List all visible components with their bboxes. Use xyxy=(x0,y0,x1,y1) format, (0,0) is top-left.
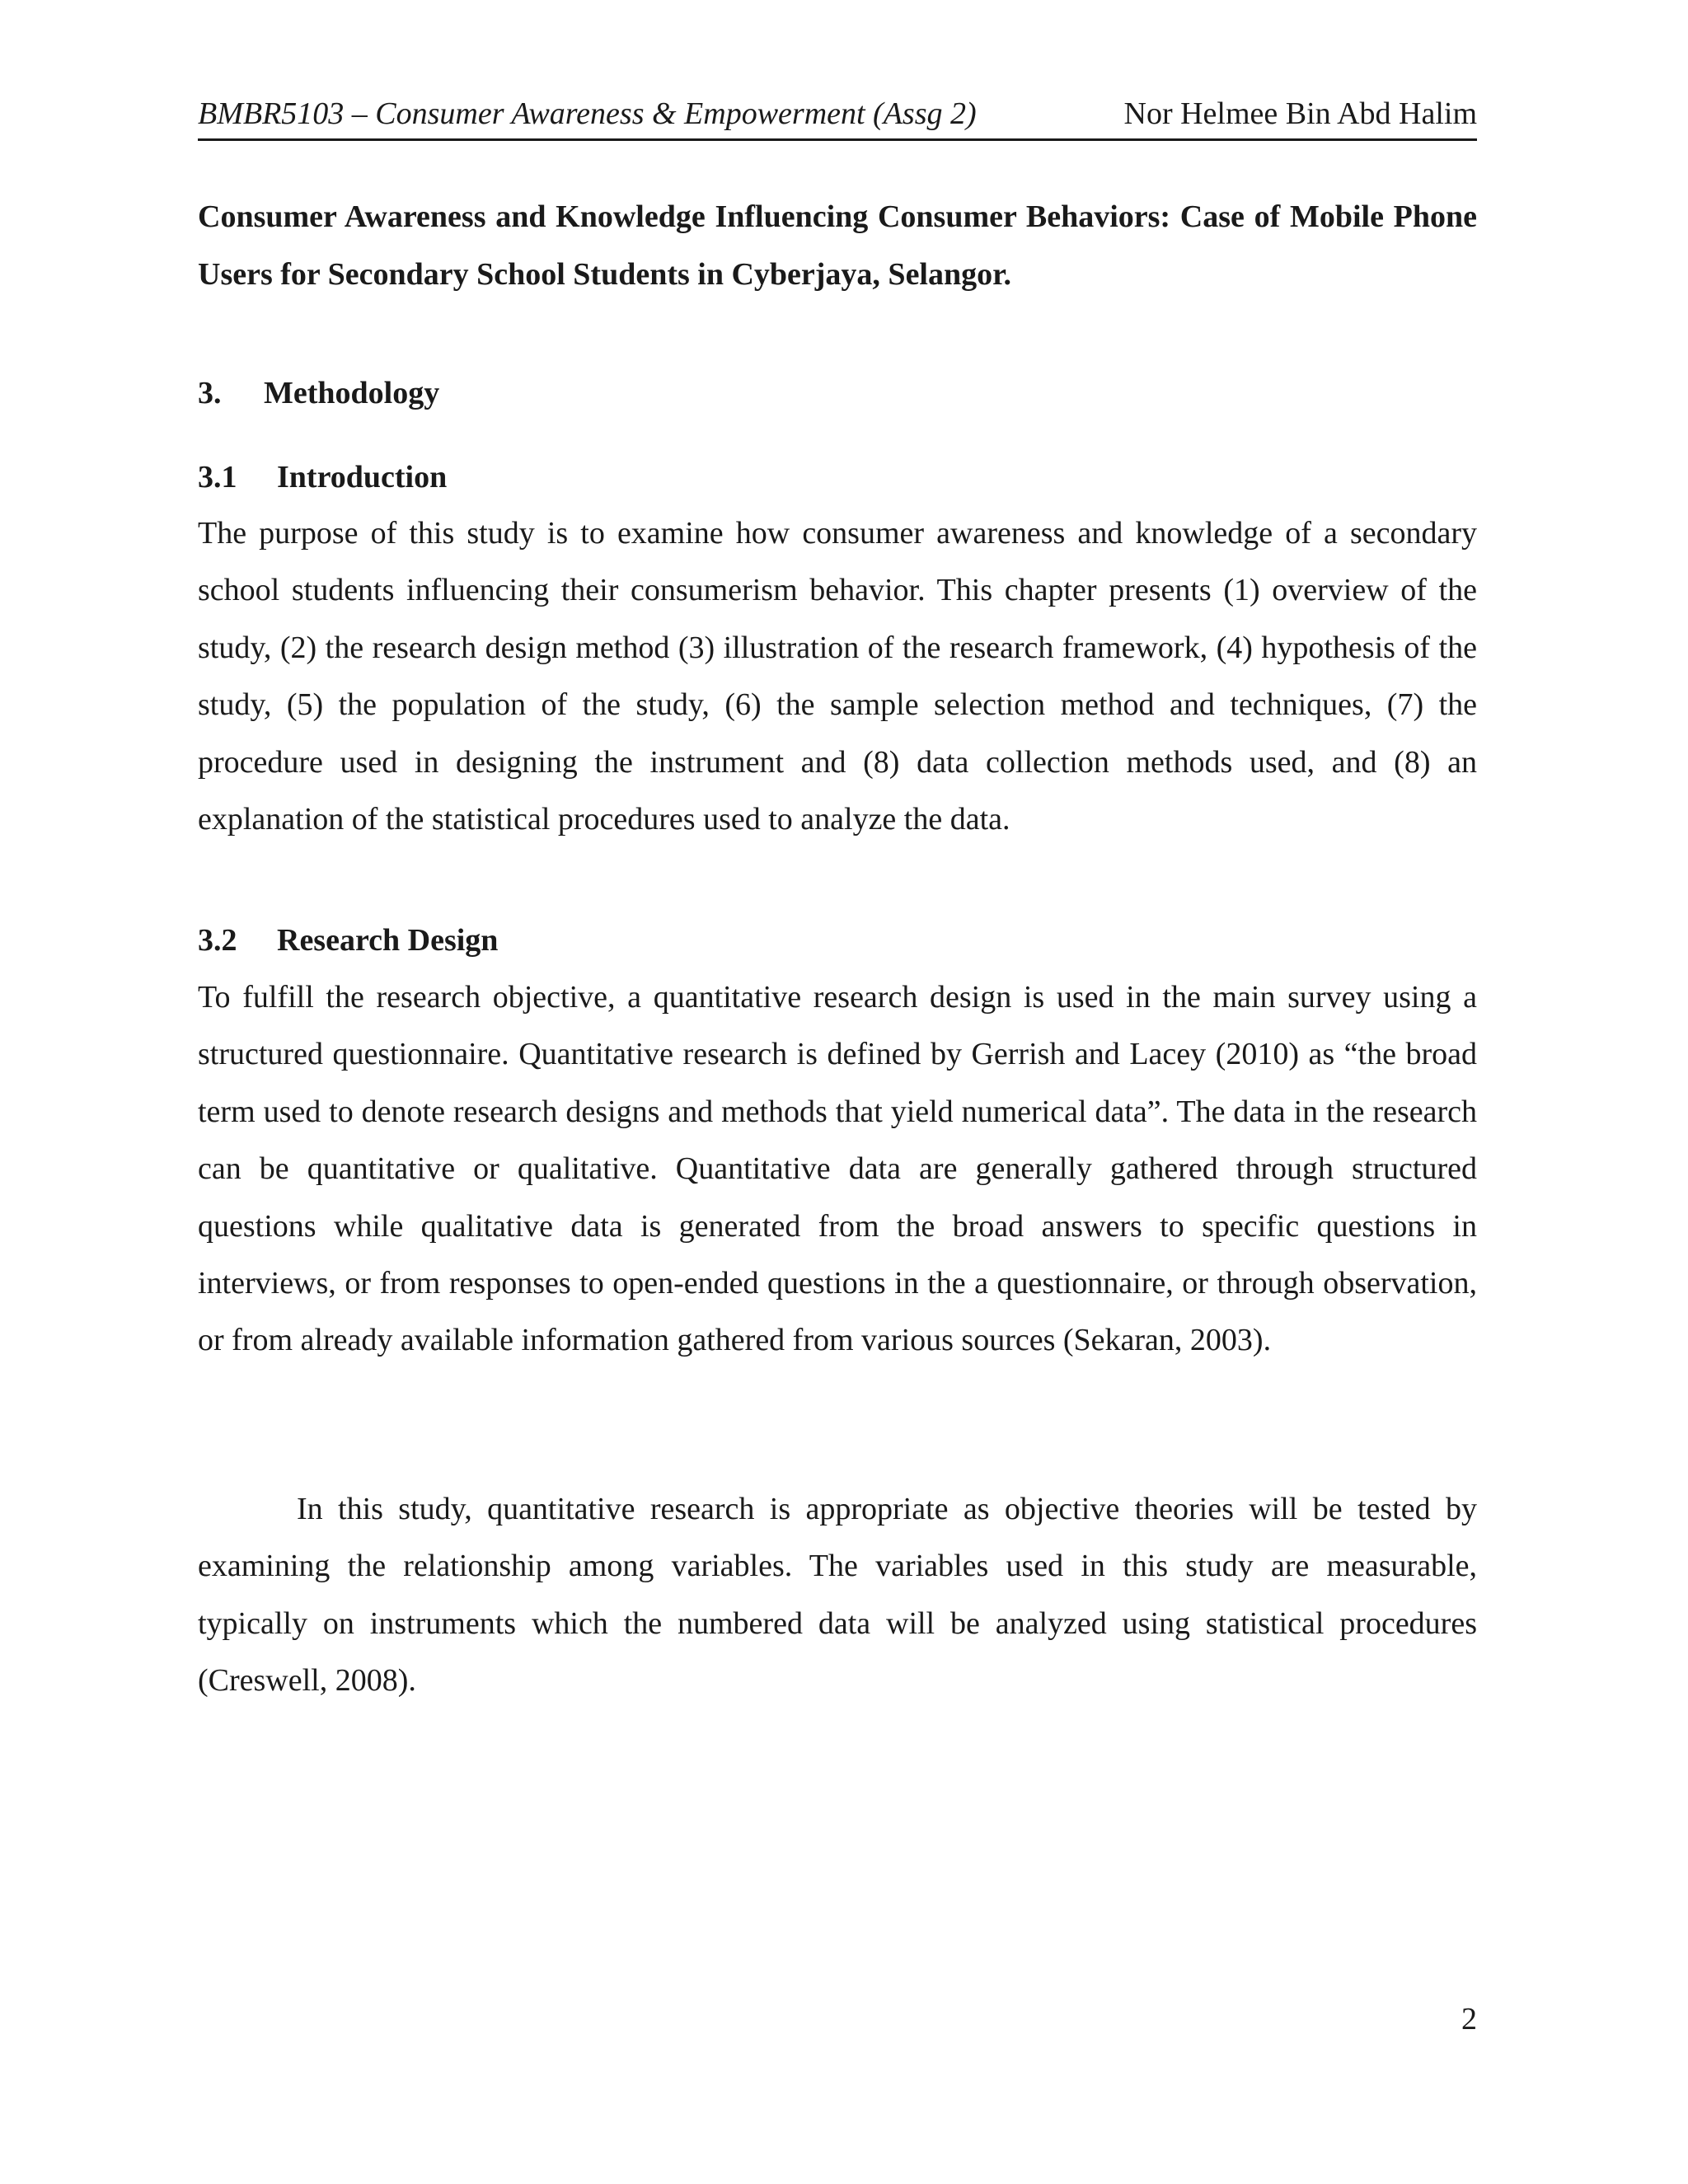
section-title: Research Design xyxy=(277,923,499,958)
section-heading-methodology xyxy=(198,373,440,414)
introduction-paragraph: The purpose of this study is to examine how consumer awareness and knowledge of a secondary school students influencing their consumerism behavior. This chapter presents (1) overview of the study, (2) the research design method (3) illustration of the research framework, (4) hypothesis of the study, (5) the population of the study, (6) the sample selection method and techniques, (7) the procedure used in designing the instrument and (8) data collection methods used, and (8) an explanation of the statistical procedures used to analyze the data. xyxy=(198,516,1477,837)
section-heading-research-design xyxy=(198,920,499,961)
section-number: 3. xyxy=(198,376,222,410)
section-title: Methodology xyxy=(264,376,440,410)
page-number: 2 xyxy=(1461,2002,1477,2036)
header-author-name: Nor Helmee Bin Abd Halim xyxy=(1123,96,1477,131)
section-title: Introduction xyxy=(277,460,448,494)
section-number: 3.1 xyxy=(198,460,237,494)
section-heading-introduction xyxy=(198,457,448,498)
document-title: Consumer Awareness and Knowledge Influencing Consumer Behaviors: Case of Mobile Phone Users for Secondary School Students in Cyberjaya, Selangor. xyxy=(198,199,1477,292)
header-course-title: BMBR5103 – Consumer Awareness & Empowerment (Assg 2) xyxy=(198,96,977,131)
section-number: 3.2 xyxy=(198,923,237,958)
research-design-paragraph: To fulfill the research objective, a quantitative research design is used in the main survey using a structured questionnaire. Quantitative research is defined by Gerrish and Lacey (2010) as “the broad term used to denote research designs and methods that yield numerical data”. The data in the research can be quantitative or qualitative. Quantitative data are generally gathered through structured questions while qualitative data is generated from the broad answers to specific questions in interviews, or from responses to open-ended questions in the a questionnaire, or through observation, or from already available information gathered from various sources (Sekaran, 2003). xyxy=(198,980,1477,1358)
research-design-paragraph: In this study, quantitative research is appropriate as objective theories will be tested by examining the relationship among variables. The variables used in this study are measurable, typically on instruments which the numbered data will be analyzed using statistical procedures (Creswell, 2008). xyxy=(198,1492,1477,1699)
page-header xyxy=(198,92,1477,141)
